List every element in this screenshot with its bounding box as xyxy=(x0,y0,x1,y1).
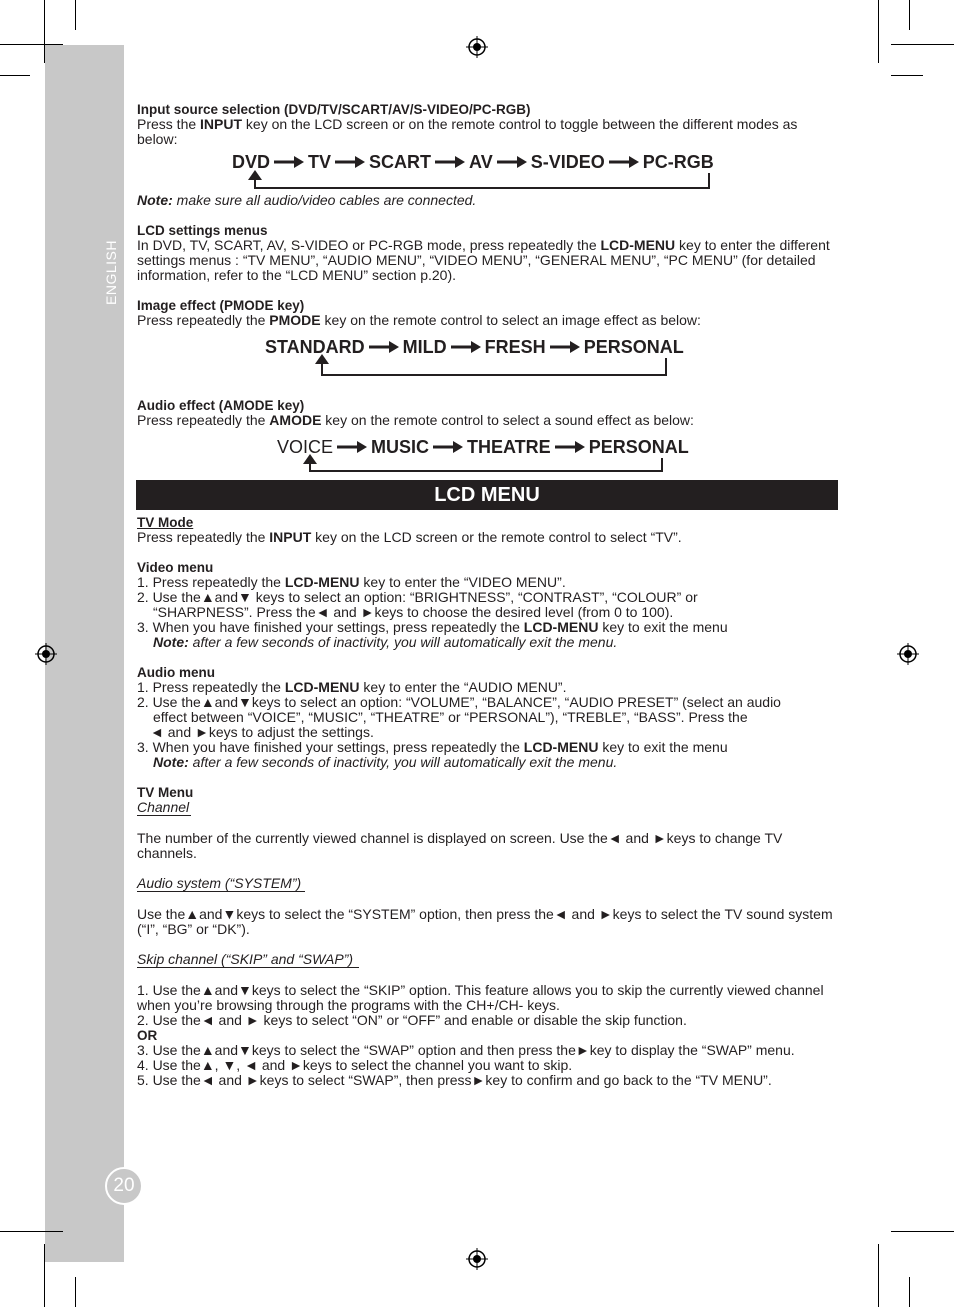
language-label: ENGLISH xyxy=(103,240,119,305)
flow-item: STANDARD xyxy=(265,337,365,358)
arrow-right-icon xyxy=(274,156,304,168)
audio-system-subtitle: Audio system (“SYSTEM”) xyxy=(137,876,305,892)
arrow-right-icon xyxy=(497,156,527,168)
crop-mark xyxy=(0,44,63,45)
audio-system-text: Use the▲and▼keys to select the “SYSTEM” option, then press the◄ and ►keys to select the TV sound system (“I”, “BG” or “DK”). xyxy=(137,906,833,937)
arrow-right-icon xyxy=(335,156,365,168)
audio-menu-title: Audio menu xyxy=(137,665,215,680)
flow-item: TV xyxy=(308,152,332,173)
channel-text: The number of the currently viewed channel is displayed on screen. Use the◄ and ►keys to change TV channels. xyxy=(137,830,783,861)
skip-step-3: 3. Use the▲and▼keys to select the “SWAP” option and then press the►key to display the “SWAP” menu. xyxy=(137,1042,795,1058)
crop-mark xyxy=(75,1277,76,1307)
flow-item: PERSONAL xyxy=(583,337,684,358)
arrow-right-icon xyxy=(337,441,367,453)
flow-item: VOICE xyxy=(277,437,334,458)
input-mode-flow xyxy=(137,151,837,193)
tv-mode-title: TV Mode xyxy=(137,515,194,530)
audio-menu-note: Note: after a few seconds of inactivity, you will automatically exit the menu. xyxy=(153,754,618,770)
crop-mark xyxy=(891,44,954,45)
audio-effect-title: Audio effect (AMODE key) xyxy=(137,398,305,413)
video-menu-step-2: 2. Use the▲and▼ keys to select an option: “BRIGHTNESS”, “CONTRAST”, “COLOUR” or xyxy=(137,589,698,605)
audio-effect-text: Press repeatedly the AMODE key on the remote control to select a sound effect as below: xyxy=(137,412,694,428)
crop-mark xyxy=(891,75,923,76)
crop-mark xyxy=(44,0,45,63)
flow-item: PERSONAL xyxy=(588,437,689,458)
arrow-right-icon xyxy=(433,441,463,453)
loop-line xyxy=(309,458,663,472)
image-effect-text: Press repeatedly the PMODE key on the remote control to select an image effect as below: xyxy=(137,312,701,328)
arrow-right-icon xyxy=(451,341,481,353)
input-note: Note: make sure all audio/video cables are connected. xyxy=(137,192,477,208)
skip-step-2: 2. Use the◄ and ► keys to select “ON” or “OFF” and enable or disable the skip function. xyxy=(137,1012,687,1028)
crop-mark xyxy=(891,1231,954,1232)
tv-mode-text: Press repeatedly the INPUT key on the LCD screen or the remote control to select “TV”. xyxy=(137,529,682,545)
tv-menu-title: TV Menu xyxy=(137,785,194,800)
loop-line xyxy=(321,358,667,376)
flow-item: AV xyxy=(469,152,493,173)
audio-menu-step-2-cont: effect between “VOICE”, “MUSIC”, “THEATRE” or “PERSONAL”), “TREBLE”, “BASS”. Press the xyxy=(153,709,748,725)
arrow-right-icon xyxy=(609,156,639,168)
flow-item: SCART xyxy=(369,152,432,173)
arrow-right-icon xyxy=(369,341,399,353)
image-effect-title: Image effect (PMODE key) xyxy=(137,298,305,313)
lcd-settings-title: LCD settings menus xyxy=(137,223,268,238)
audio-effect-flow xyxy=(137,432,837,474)
input-source-text: Press the INPUT key on the LCD screen or on the remote control to toggle between the different modes as below: xyxy=(137,116,798,147)
arrow-right-icon xyxy=(435,156,465,168)
video-menu-step-1: 1. Press repeatedly the LCD-MENU key to enter the “VIDEO MENU”. xyxy=(137,574,566,590)
crop-mark xyxy=(0,75,30,76)
image-effect-flow xyxy=(137,332,837,388)
crop-mark xyxy=(44,1244,45,1307)
flow-item: FRESH xyxy=(484,337,546,358)
registration-mark-icon xyxy=(897,643,919,665)
flow-item: S-VIDEO xyxy=(530,152,605,173)
crop-mark xyxy=(878,0,879,63)
crop-mark xyxy=(878,1244,879,1307)
skip-step-5: 5. Use the◄ and ►keys to select “SWAP”, then press►key to confirm and go back to the “TV MENU”. xyxy=(137,1072,772,1088)
arrow-right-icon xyxy=(555,441,585,453)
registration-mark-icon xyxy=(35,643,57,665)
crop-mark xyxy=(75,0,76,30)
loop-line xyxy=(254,173,710,189)
audio-menu-step-2-cont: ◄ and ►keys to adjust the settings. xyxy=(150,724,374,740)
page-number: 20 xyxy=(105,1167,143,1205)
lcd-menu-banner: LCD MENU xyxy=(136,480,838,510)
audio-menu-step-3: 3. When you have finished your settings, press repeatedly the LCD-MENU key to exit the menu xyxy=(137,739,728,755)
flow-item: DVD xyxy=(232,152,271,173)
flow-item: MILD xyxy=(402,337,447,358)
flow-item: MUSIC xyxy=(371,437,430,458)
audio-menu-step-2: 2. Use the▲and▼keys to select an option: “VOLUME”, “BALANCE”, “AUDIO PRESET” (select an audio xyxy=(137,694,781,710)
lcd-settings-text: In DVD, TV, SCART, AV, S-VIDEO or PC-RGB mode, press repeatedly the LCD-MENU key to enter the different settings menus : “TV MENU”, “AUDIO MENU”, “VIDEO MENU”, “GENERAL MENU”, “PC MENU” (for detailed information, refer to the “LCD MENU” section p.20). xyxy=(137,237,830,283)
arrow-right-icon xyxy=(550,341,580,353)
flow-item: THEATRE xyxy=(467,437,551,458)
loop-arrow-icon xyxy=(315,354,329,364)
input-source-title: Input source selection (DVD/TV/SCART/AV/S-VIDEO/PC-RGB) xyxy=(137,102,531,117)
skip-channel-subtitle: Skip channel (“SKIP” and “SWAP”) xyxy=(137,952,359,968)
crop-mark xyxy=(909,1277,910,1307)
channel-subtitle: Channel xyxy=(137,799,190,815)
video-menu-title: Video menu xyxy=(137,560,214,575)
skip-step-4: 4. Use the▲, ▼, ◄ and ►keys to select the channel you want to skip. xyxy=(137,1057,573,1073)
video-menu-step-2-cont: “SHARPNESS”. Press the◄ and ►keys to choose the desired level (from 0 to 100). xyxy=(153,604,674,620)
registration-mark-icon xyxy=(466,1248,488,1270)
loop-arrow-icon xyxy=(303,454,317,464)
video-menu-note: Note: after a few seconds of inactivity, you will automatically exit the menu. xyxy=(153,634,618,650)
skip-step-1: 1. Use the▲and▼keys to select the “SKIP” option. This feature allows you to skip the currently viewed channel when you’re browsing through the programs with the CH+/CH- keys. xyxy=(137,982,824,1013)
or-label: OR xyxy=(137,1028,158,1043)
crop-mark xyxy=(909,0,910,30)
registration-mark-icon xyxy=(466,36,488,58)
crop-mark xyxy=(0,1231,63,1232)
video-menu-step-3: 3. When you have finished your settings, press repeatedly the LCD-MENU key to exit the menu xyxy=(137,619,728,635)
audio-menu-step-1: 1. Press repeatedly the LCD-MENU key to enter the “AUDIO MENU”. xyxy=(137,679,567,695)
page-content xyxy=(137,102,837,1088)
flow-item: PC-RGB xyxy=(642,152,714,173)
loop-arrow-icon xyxy=(248,170,262,180)
